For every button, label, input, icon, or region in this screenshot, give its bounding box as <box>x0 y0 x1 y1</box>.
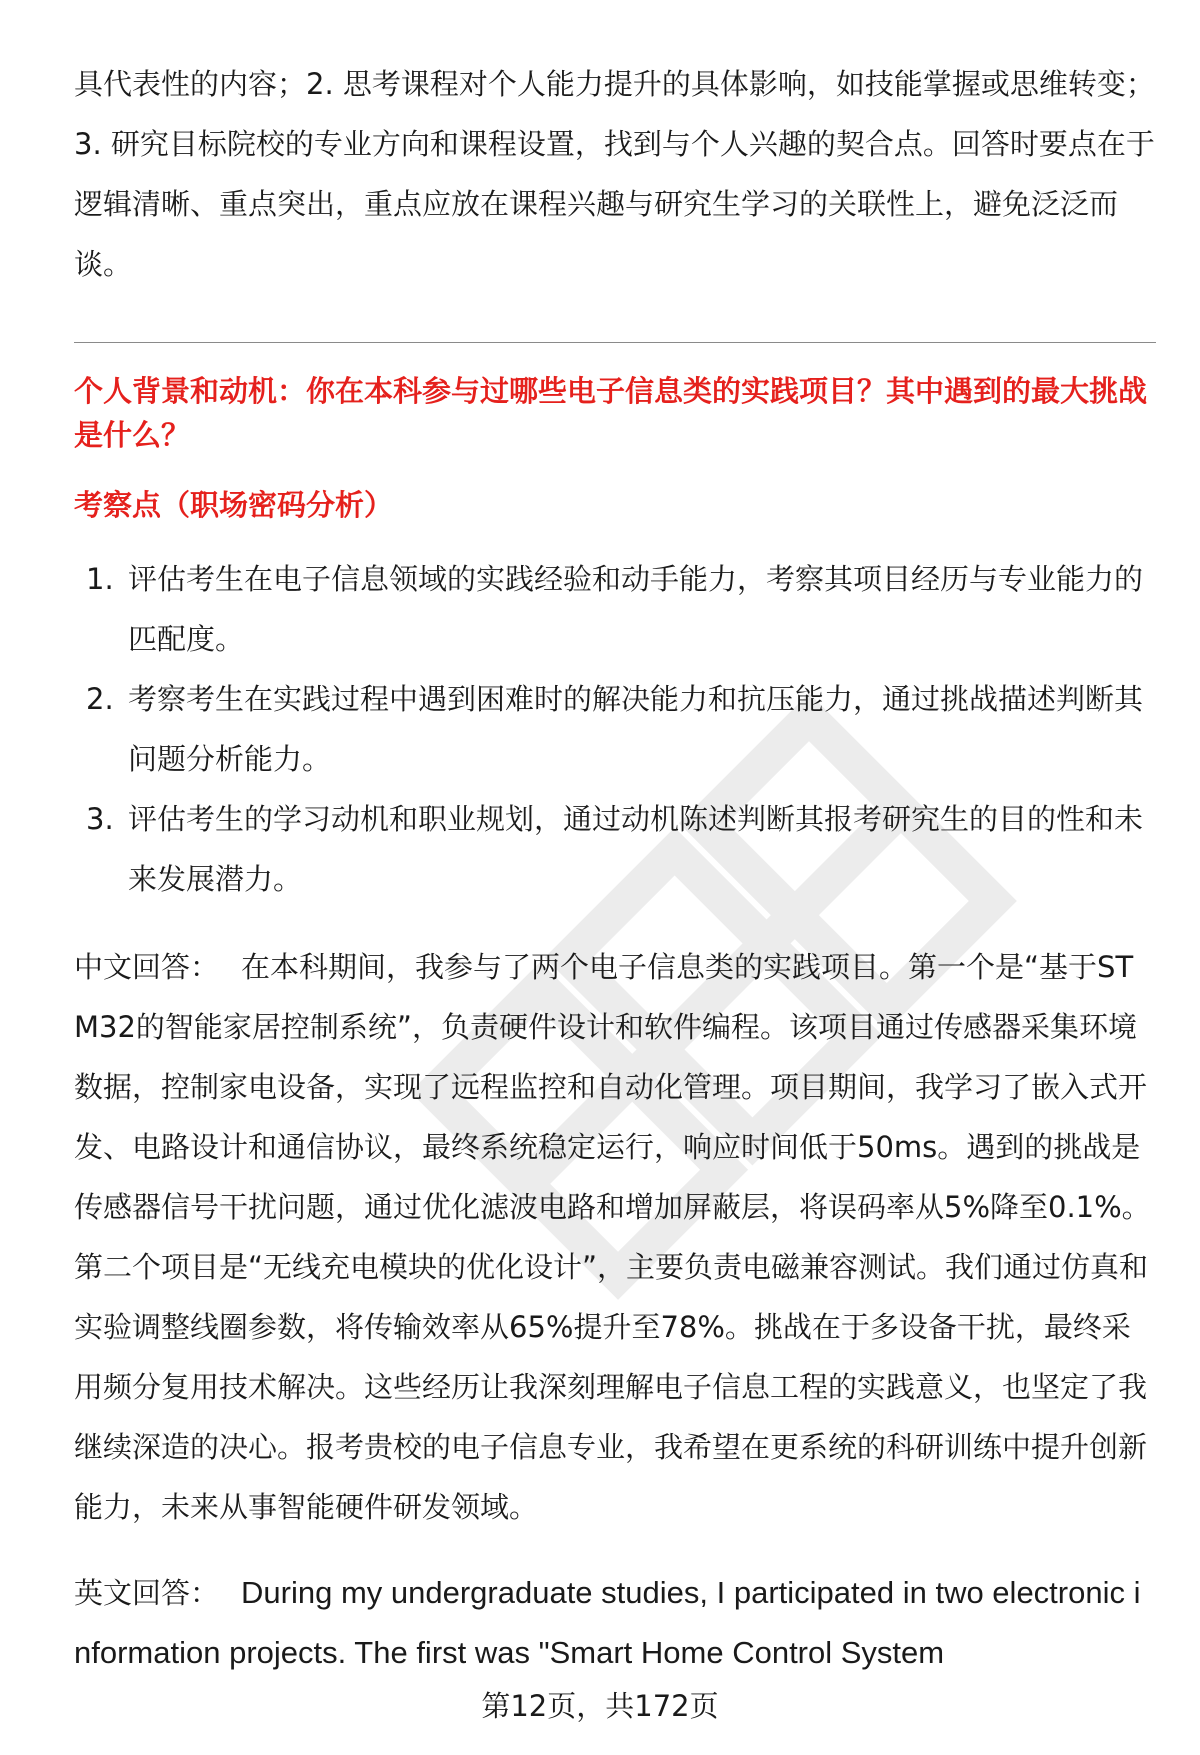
section-divider <box>74 342 1156 343</box>
list-item <box>74 669 1156 789</box>
list-item <box>74 789 1156 909</box>
question-heading: 个人背景和动机：你在本科参与过哪些电子信息类的实践项目？其中遇到的最大挑战是什么？ <box>74 374 1148 452</box>
assessment-heading: 考察点（职场密码分析） <box>74 488 394 522</box>
chinese-answer-text: 在本科期间，我参与了两个电子信息类的实践项目。第一个是“基于STM32的智能家居控制系统”，负责硬件设计和软件编程。该项目通过传感器采集环境数据，控制家电设备，实现了远程监控和自动化管理。项目期间，我学习了嵌入式开发、电路设计和通信协议，最终系统稳定运行，响应时间低于50ms。遇到的挑战是传感器信号干扰问题，通过优化滤波电路和增加屏蔽层，将误码率从5%降至0.1%。第二个项目是“无线充电模块的优化设计”，主要负责电磁兼容测试。我们通过仿真和实验调整线圈参数，将传输效率从65%提升至78%。挑战在于多设备干扰，最终采用频分复用技术解决。这些经历让我深刻理解电子信息工程的实践意义，也坚定了我继续深造的决心。报考贵校的电子信息专业，我希望在更系统的科研训练中提升创新能力，未来从事智能硬件研发领域。 <box>74 950 1151 1524</box>
chinese-answer <box>74 937 1156 1537</box>
list-item-number: 2. <box>86 682 114 716</box>
list-item <box>74 549 1156 669</box>
list-item-text: 评估考生的学习动机和职业规划，通过动机陈述判断其报考研究生的目的性和未来发展潜力。 <box>128 802 1144 896</box>
english-answer-label: 英文回答： <box>74 1576 220 1610</box>
chinese-answer-label: 中文回答： <box>74 950 220 984</box>
list-item-text: 考察考生在实践过程中遇到困难时的解决能力和抗压能力，通过挑战描述判断其问题分析能力。 <box>128 682 1144 776</box>
list-item-text: 评估考生在电子信息领域的实践经验和动手能力，考察其项目经历与专业能力的匹配度。 <box>128 562 1144 656</box>
english-answer <box>74 1563 1156 1683</box>
page-indicator: 第12页，共172页 <box>481 1689 719 1723</box>
english-answer-text: During my undergraduate studies, I participated in two electronic information projects. The first was "Smart Home Control System <box>74 1575 1141 1670</box>
list-item-number: 1. <box>86 562 114 596</box>
list-item-number: 3. <box>86 802 114 836</box>
document-page <box>74 54 1156 1683</box>
assessment-list <box>74 549 1156 909</box>
intro-paragraph: 具代表性的内容；2. 思考课程对个人能力提升的具体影响，如技能掌握或思维转变；3. 研究目标院校的专业方向和课程设置，找到与个人兴趣的契合点。回答时要点在于逻辑清晰、重点突出，重点应放在课程兴趣与研究生学习的关联性上，避免泛泛而谈。 <box>74 67 1155 281</box>
